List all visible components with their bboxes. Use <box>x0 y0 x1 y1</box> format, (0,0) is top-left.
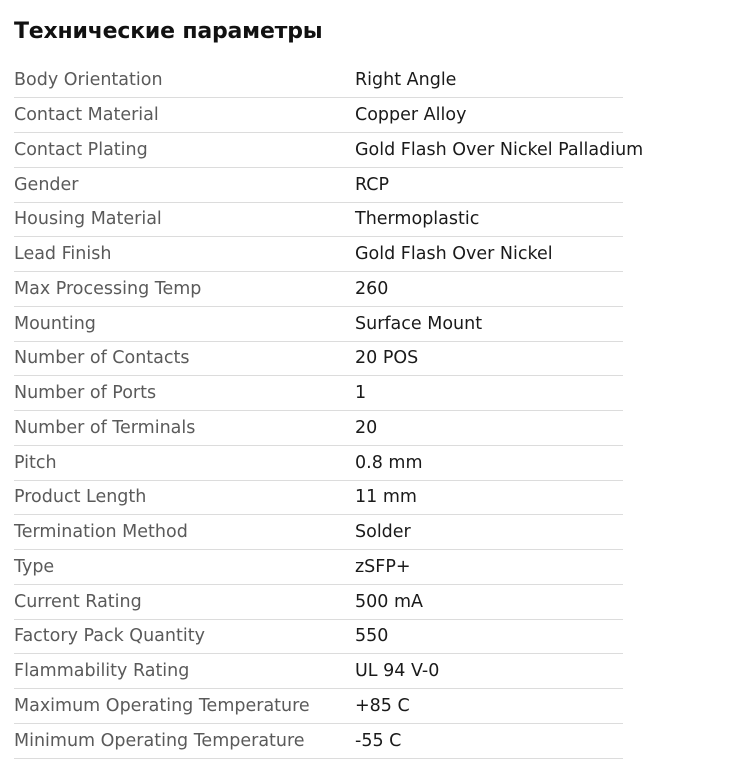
spec-label: Termination Method <box>14 515 355 550</box>
specs-table-body <box>14 63 644 758</box>
spec-row <box>14 63 623 98</box>
spec-value: Solder <box>355 515 623 550</box>
spec-row <box>14 654 623 689</box>
spec-value: 20 POS <box>355 341 623 376</box>
spec-value: 500 mA <box>355 584 623 619</box>
spec-value: Surface Mount <box>355 306 623 341</box>
spec-label: Contact Plating <box>14 133 355 168</box>
spec-row <box>14 445 623 480</box>
spec-label: Minimum Operating Temperature <box>14 723 355 758</box>
spec-value: Right Angle <box>355 63 623 98</box>
spec-row <box>14 376 623 411</box>
spec-row <box>14 584 623 619</box>
spec-value: 1 <box>355 376 623 411</box>
spec-row <box>14 619 623 654</box>
spec-label: Housing Material <box>14 202 355 237</box>
spec-value: -55 C <box>355 723 623 758</box>
spec-row <box>14 167 623 202</box>
spec-value: 550 <box>355 619 623 654</box>
section-title: Технические параметры <box>14 19 323 44</box>
spec-label: Gender <box>14 167 355 202</box>
spec-row <box>14 411 623 446</box>
spec-row <box>14 237 623 272</box>
spec-row <box>14 723 623 758</box>
spec-label: Maximum Operating Temperature <box>14 689 355 724</box>
spec-value: 260 <box>355 272 623 307</box>
spec-value: Gold Flash Over Nickel <box>355 237 623 272</box>
spec-row <box>14 689 623 724</box>
spec-value: Copper Alloy <box>355 98 623 133</box>
spec-label: Current Rating <box>14 584 355 619</box>
spec-value: 20 <box>355 411 623 446</box>
spec-row <box>14 202 623 237</box>
spec-label: Type <box>14 550 355 585</box>
spec-row <box>14 480 623 515</box>
spec-row <box>14 341 623 376</box>
spec-value: Thermoplastic <box>355 202 623 237</box>
spec-value: zSFP+ <box>355 550 623 585</box>
specs-table <box>14 63 644 759</box>
spec-label: Pitch <box>14 445 355 480</box>
spec-value: 11 mm <box>355 480 623 515</box>
spec-label: Max Processing Temp <box>14 272 355 307</box>
spec-label: Number of Terminals <box>14 411 355 446</box>
spec-row <box>14 515 623 550</box>
spec-value: RCP <box>355 167 623 202</box>
spec-label: Flammability Rating <box>14 654 355 689</box>
spec-value: +85 C <box>355 689 623 724</box>
spec-value: Gold Flash Over Nickel Palladium <box>355 133 623 168</box>
spec-value: 0.8 mm <box>355 445 623 480</box>
spec-row <box>14 272 623 307</box>
spec-label: Number of Ports <box>14 376 355 411</box>
spec-label: Factory Pack Quantity <box>14 619 355 654</box>
spec-label: Product Length <box>14 480 355 515</box>
spec-label: Lead Finish <box>14 237 355 272</box>
spec-label: Mounting <box>14 306 355 341</box>
spec-label: Number of Contacts <box>14 341 355 376</box>
spec-row <box>14 98 623 133</box>
spec-value: UL 94 V-0 <box>355 654 623 689</box>
spec-row <box>14 550 623 585</box>
spec-row <box>14 306 623 341</box>
spec-label: Body Orientation <box>14 63 355 98</box>
spec-row <box>14 133 623 168</box>
spec-label: Contact Material <box>14 98 355 133</box>
